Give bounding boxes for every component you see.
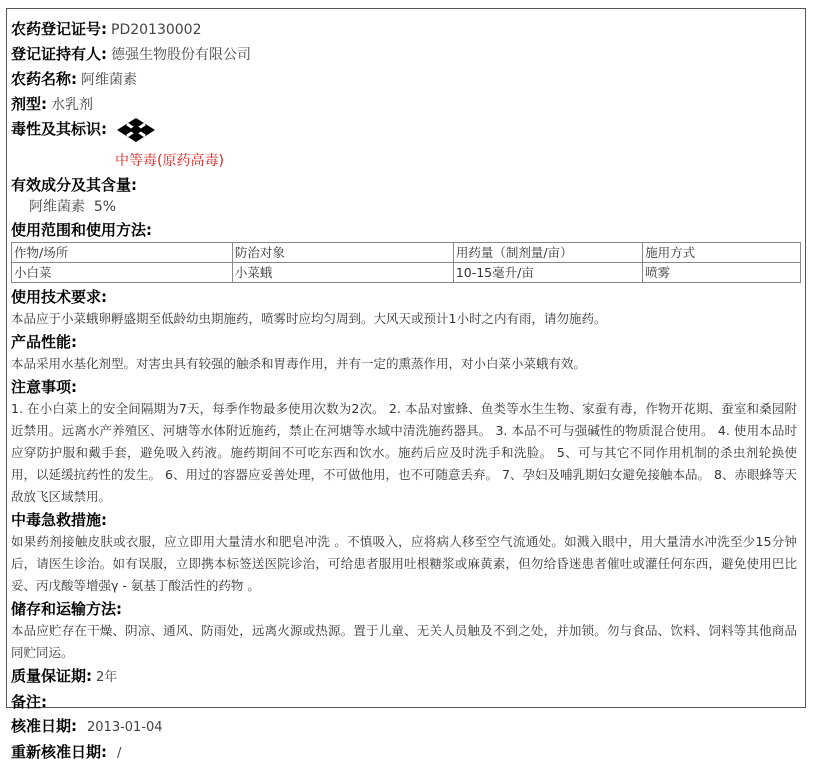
holder-row [11, 42, 801, 67]
usage-header-cell: 作物/场所 [12, 243, 233, 263]
performance-text: 本品采用水基化剂型。对害虫具有较强的触杀和胃毒作用，并有一定的熏蒸作用，对小白菜小菜蛾有效。 [11, 356, 587, 371]
approval-row [11, 714, 801, 740]
notes-label: 注意事项: [11, 378, 77, 396]
usage-cell-dosage: 10-15毫升/亩 [453, 263, 642, 283]
first-aid-label: 中毒急救措施: [11, 511, 107, 529]
toxicity-block [113, 117, 224, 171]
name-value: 阿维菌素 [81, 72, 137, 88]
first-aid-text: 如果药剂接触皮肤或衣服，应立即用大量清水和肥皂冲洗 。不慎吸入，应将病人移至空气流通处。如溅入眼中，用大量清水冲洗至少15分钟后，请医生诊治。如有误服，立即携本标签送医院诊治，可给患者服用吐根糖浆或麻黄素，但勿给昏迷患者催吐或灌任何东西，避免使用巴比妥、丙戊酸等增强γ - 氨基丁酸活性的药物 。 [11, 534, 797, 593]
warranty-value: 2年 [96, 670, 118, 685]
usage-header-row [12, 243, 801, 263]
registration-panel [6, 8, 806, 761]
performance-label: 产品性能: [11, 333, 77, 351]
reapproval-row [11, 740, 801, 766]
reg-number-value: PD20130002 [111, 22, 202, 38]
usage-header-cell: 用药量（制剂量/亩） [453, 243, 642, 263]
usage-header-cell: 施用方式 [643, 243, 801, 263]
reapproval-label: 重新核准日期: [11, 743, 107, 761]
reapproval-value: / [117, 746, 122, 761]
storage-text: 本品应贮存在干燥、阴凉、通风、防雨处，远离火源或热源。置于儿童、无关人员触及不到之处，并加锁。勿与食品、饮料、饲料等其他商品同贮同运。 [11, 623, 797, 660]
toxicity-row [11, 117, 801, 171]
table-row [12, 263, 801, 283]
usage-label: 使用范围和使用方法: [11, 221, 152, 239]
formulation-value: 水乳剂 [51, 97, 93, 113]
formulation-label: 剂型: [11, 95, 47, 113]
usage-header-cell: 防治对象 [232, 243, 453, 263]
reg-number-label: 农药登记证号: [11, 20, 107, 38]
usage-cell-crop: 小白菜 [12, 263, 233, 283]
ingredient-value: 阿维菌素 5% [29, 199, 117, 215]
tech-label: 使用技术要求: [11, 288, 107, 306]
usage-table [11, 242, 801, 283]
notes-text: 1. 在小白菜上的安全间隔期为7天，每季作物最多使用次数为2次。 2. 本品对蜜蜂、鱼类等水生生物、家蚕有毒，作物开花期、蚕室和桑园附近禁用。远离水产养殖区、河塘等水体附近施药，禁止在河塘等水域中清洗施药器具。 3. 本品不可与强碱性的物质混合使用。 4. 使用本品时应穿防护服和戴手套，避免吸入药液。施药期间不可吃东西和饮水。施药后应及时洗手和洗脸。 5、可与其它不同作用机制的杀虫剂轮换使用，以延缓抗药性的发生。 6、用过的容器应妥善处理，不可做他用，也不可随意丢弃。 7、孕妇及哺乳期妇女避免接触本品。 8、赤眼蜂等天敌放飞区域禁用。 [11, 401, 797, 504]
storage-label: 储存和运输方法: [11, 600, 122, 618]
warranty-label: 质量保证期: [11, 667, 92, 685]
warranty-row [11, 664, 801, 690]
approval-label: 核准日期: [11, 717, 77, 735]
approval-value: 2013-01-04 [87, 720, 163, 735]
holder-label: 登记证持有人: [11, 45, 107, 63]
ingredient-label: 有效成分及其含量: [11, 176, 137, 194]
usage-cell-method: 喷雾 [643, 263, 801, 283]
remarks-label: 备注: [11, 693, 47, 711]
reg-number-row [11, 17, 801, 42]
usage-cell-target: 小菜蛾 [232, 263, 453, 283]
holder-value: 德强生物股份有限公司 [111, 47, 251, 63]
name-row [11, 67, 801, 92]
formulation-row [11, 92, 801, 117]
toxicity-diamond-icon [115, 117, 157, 147]
name-label: 农药名称: [11, 70, 77, 88]
tech-text: 本品应于小菜蛾卵孵盛期至低龄幼虫期施药，喷雾时应均匀周到。大风天或预计1小时之内有雨，请勿施药。 [11, 311, 607, 326]
toxicity-text: 中等毒(原药高毒) [115, 153, 224, 169]
toxicity-label: 毒性及其标识: [11, 120, 107, 138]
remarks-row [11, 690, 801, 714]
